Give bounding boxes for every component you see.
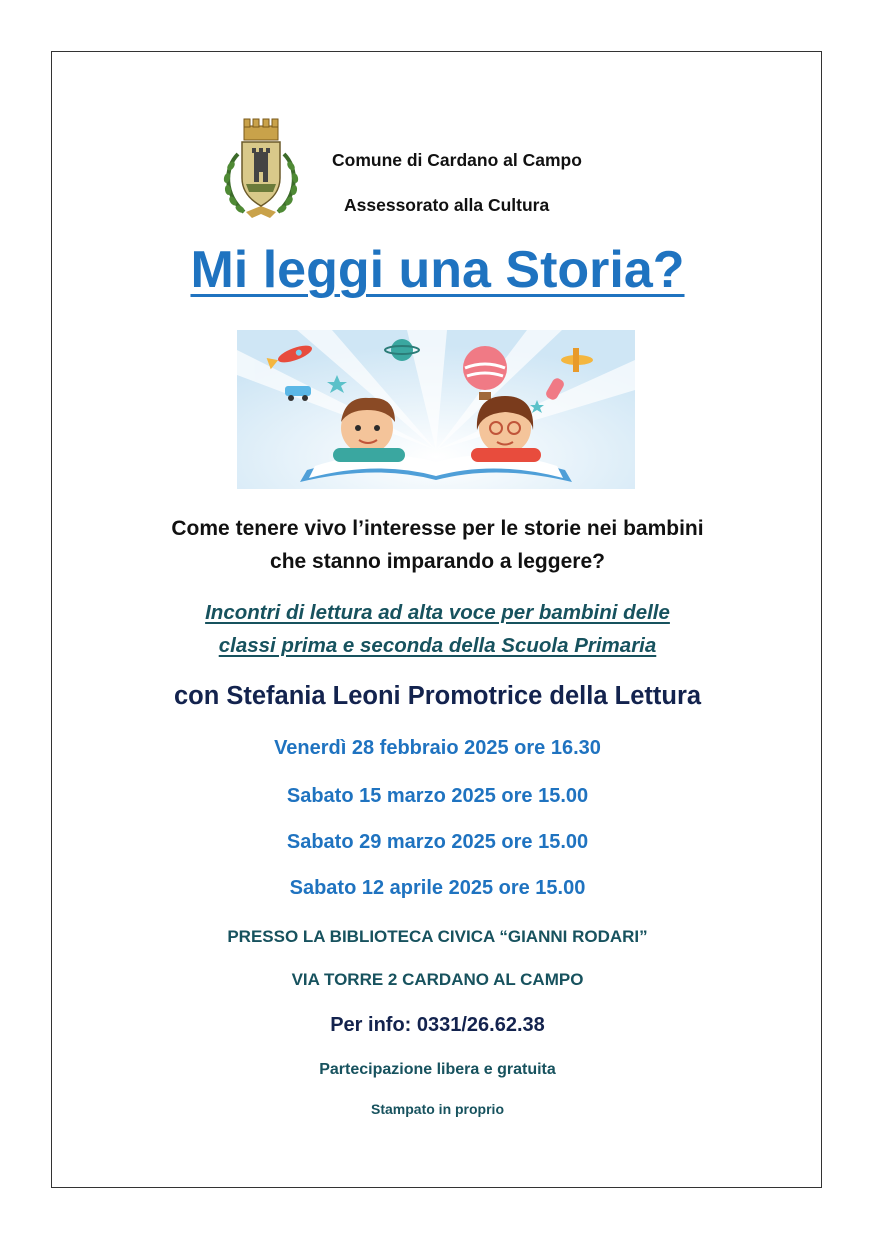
address: VIA TORRE 2 CARDANO AL CAMPO (291, 970, 584, 989)
department-name: Assessorato alla Cultura (344, 195, 550, 215)
venue: PRESSO LA BIBLIOTECA CIVICA “GIANNI RODARI” (227, 927, 648, 946)
date-item: Sabato 12 aprile 2025 ore 15.00 (289, 877, 586, 899)
date-item: Sabato 15 marzo 2025 ore 15.00 (286, 785, 589, 807)
date-item: Venerdì 28 febbraio 2025 ore 16.30 (274, 737, 601, 759)
poster-title-text: Mi leggi una Storia? (190, 241, 685, 299)
presenter-line: con Stefania Leoni Promotrice della Lettura (173, 682, 702, 710)
poster-title (0, 240, 875, 300)
coat-of-arms-icon (218, 116, 304, 222)
municipality-name: Comune di Cardano al Campo (332, 150, 582, 170)
description-line-1: Incontri di lettura ad alta voce per bambini delle (205, 601, 670, 624)
info-phone: Per info: 0331/26.62.38 (330, 1014, 545, 1036)
question-line-1: Come tenere vivo l’interesse per le storie nei bambini (171, 517, 704, 540)
printed-note: Stampato in proprio (371, 1101, 504, 1117)
question-line-2: che stanno imparando a leggere? (270, 550, 605, 573)
children-reading-illustration (237, 330, 635, 489)
participation-note: Partecipazione libera e gratuita (319, 1061, 556, 1078)
description-line-2: classi prima e seconda della Scuola Primaria (218, 634, 657, 657)
date-item: Sabato 29 marzo 2025 ore 15.00 (286, 831, 589, 853)
